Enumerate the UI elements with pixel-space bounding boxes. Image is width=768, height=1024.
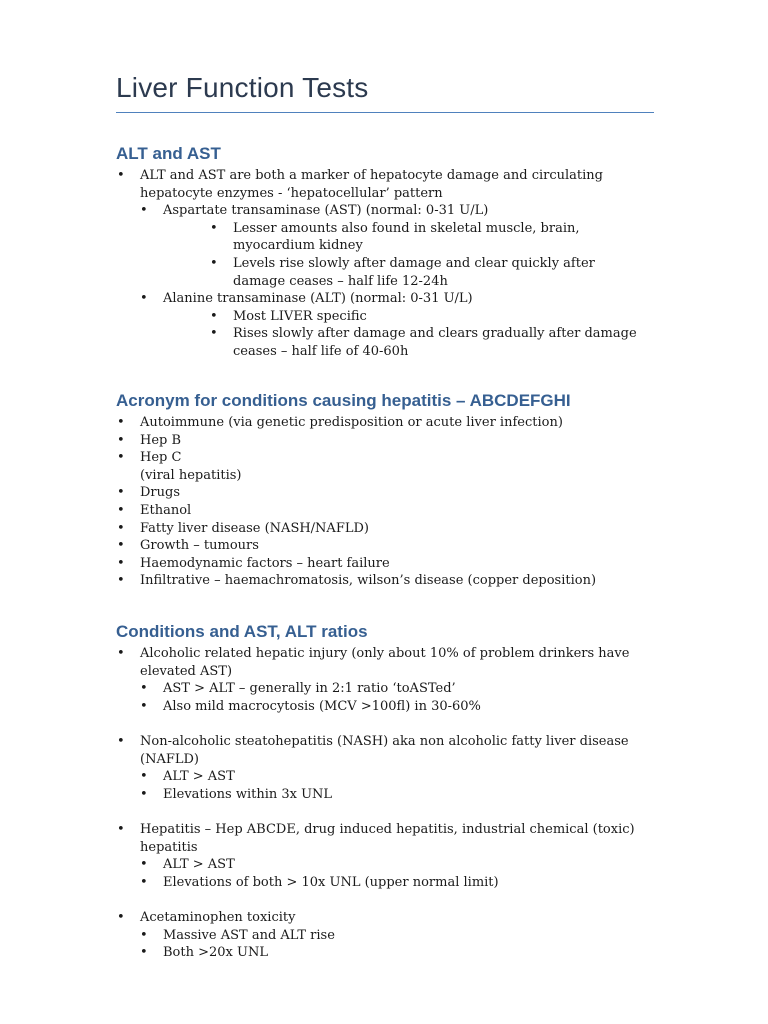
bullet-icon: •: [140, 769, 148, 785]
bullet-icon: •: [210, 308, 218, 324]
bullet-icon: •: [117, 733, 125, 749]
list-item: • Infiltrative – haemachromatosis, wilson’s disease (copper deposition): [117, 573, 597, 589]
list-spacer: [116, 803, 646, 821]
bullet-icon: •: [210, 326, 218, 342]
list-item: • Also mild macrocytosis (MCV >100fl) in 30-60%: [140, 698, 481, 714]
page-title: Liver Function Tests: [116, 72, 369, 103]
list-item: • Most LIVER specific: [210, 308, 367, 324]
list-item: • ALT and AST are both a marker of hepatocyte damage and circulating hepatocyte enzymes - ‘hepatocellular’ pattern: [117, 168, 603, 201]
bullet-icon: •: [210, 255, 218, 271]
section-heading: ALT and AST: [116, 144, 221, 163]
list-item: • Both >20x UNL: [140, 945, 268, 961]
list-item: • Growth – tumours: [117, 538, 259, 554]
bullet-icon: •: [117, 432, 125, 448]
list-item: • Autoimmune (via genetic predisposition or acute liver infection): [117, 415, 563, 430]
bullet-icon: •: [140, 874, 148, 890]
bullet-icon: •: [140, 786, 148, 802]
bullet-icon: •: [140, 857, 148, 873]
section-abcdefghi: [116, 390, 646, 590]
bullet-list: [116, 414, 646, 590]
bullet-icon: •: [117, 450, 125, 466]
list-item: • Aspartate transaminase (AST) (normal: 0-31 U/L): [140, 203, 489, 219]
list-item: • Alcoholic related hepatic injury (only about 10% of problem drinkers have elevated AST): [117, 646, 630, 679]
list-item: • Massive AST and ALT rise: [140, 927, 335, 943]
list-item: • AST > ALT – generally in 2:1 ratio ‘toASTed’: [140, 681, 456, 697]
bullet-list: [116, 645, 646, 962]
list-item: • Hepatitis – Hep ABCDE, drug induced hepatitis, industrial chemical (toxic) hepatitis: [117, 821, 635, 855]
list-item: • Elevations within 3x UNL: [140, 786, 333, 802]
bullet-icon: •: [117, 485, 125, 501]
bullet-icon: •: [140, 927, 148, 943]
bullet-icon: •: [210, 220, 218, 236]
bullet-icon: •: [117, 168, 125, 183]
list-item: • Elevations of both > 10x UNL (upper normal limit): [140, 874, 499, 890]
bullet-icon: •: [140, 681, 148, 697]
list-item: • ALT > AST: [140, 769, 235, 785]
bullet-icon: •: [140, 698, 148, 714]
bullet-icon: •: [117, 821, 125, 837]
list-item: • ALT > AST: [140, 857, 235, 873]
bullet-icon: •: [117, 555, 125, 571]
list-spacer: [116, 715, 646, 733]
list-item: • Hep C: [117, 450, 182, 466]
list-item: • Haemodynamic factors – heart failure: [117, 555, 390, 571]
list-item-continuation: (viral hepatitis): [140, 467, 242, 483]
list-item: • Acetaminophen toxicity: [117, 909, 296, 925]
list-item: • Hep B: [117, 432, 182, 448]
bullet-icon: •: [117, 520, 125, 536]
list-item: • Fatty liver disease (NASH/NAFLD): [117, 520, 369, 536]
list-item: • Alanine transaminase (ALT) (normal: 0-31 U/L): [140, 291, 473, 307]
list-item: • Lesser amounts also found in skeletal muscle, brain, myocardium kidney: [210, 220, 580, 254]
bullet-icon: •: [140, 291, 148, 307]
section-ast-alt-ratios: [116, 621, 646, 962]
list-item: • Rises slowly after damage and clears gradually after damage ceases – half life of 40-60h: [210, 326, 637, 359]
list-item: • Drugs: [117, 485, 181, 501]
bullet-icon: •: [140, 203, 148, 219]
bullet-list: [116, 167, 646, 361]
bullet-icon: •: [117, 909, 125, 925]
title-divider: [116, 112, 654, 113]
section-alt-ast: [116, 143, 646, 361]
bullet-icon: •: [117, 538, 125, 554]
bullet-icon: •: [117, 646, 125, 661]
bullet-icon: •: [117, 573, 125, 589]
list-spacer: [116, 891, 646, 909]
bullet-icon: •: [117, 415, 125, 430]
list-item: • Ethanol: [117, 502, 192, 518]
bullet-icon: •: [117, 502, 125, 518]
list-item: • Levels rise slowly after damage and clear quickly after damage ceases – half life 12-24h: [210, 255, 595, 289]
section-heading: Acronym for conditions causing hepatitis – ABCDEFGHI: [116, 391, 571, 410]
section-heading: Conditions and AST, ALT ratios: [116, 622, 368, 641]
list-item: • Non-alcoholic steatohepatitis (NASH) aka non alcoholic fatty liver disease (NAFLD): [117, 733, 629, 767]
bullet-icon: •: [140, 945, 148, 961]
